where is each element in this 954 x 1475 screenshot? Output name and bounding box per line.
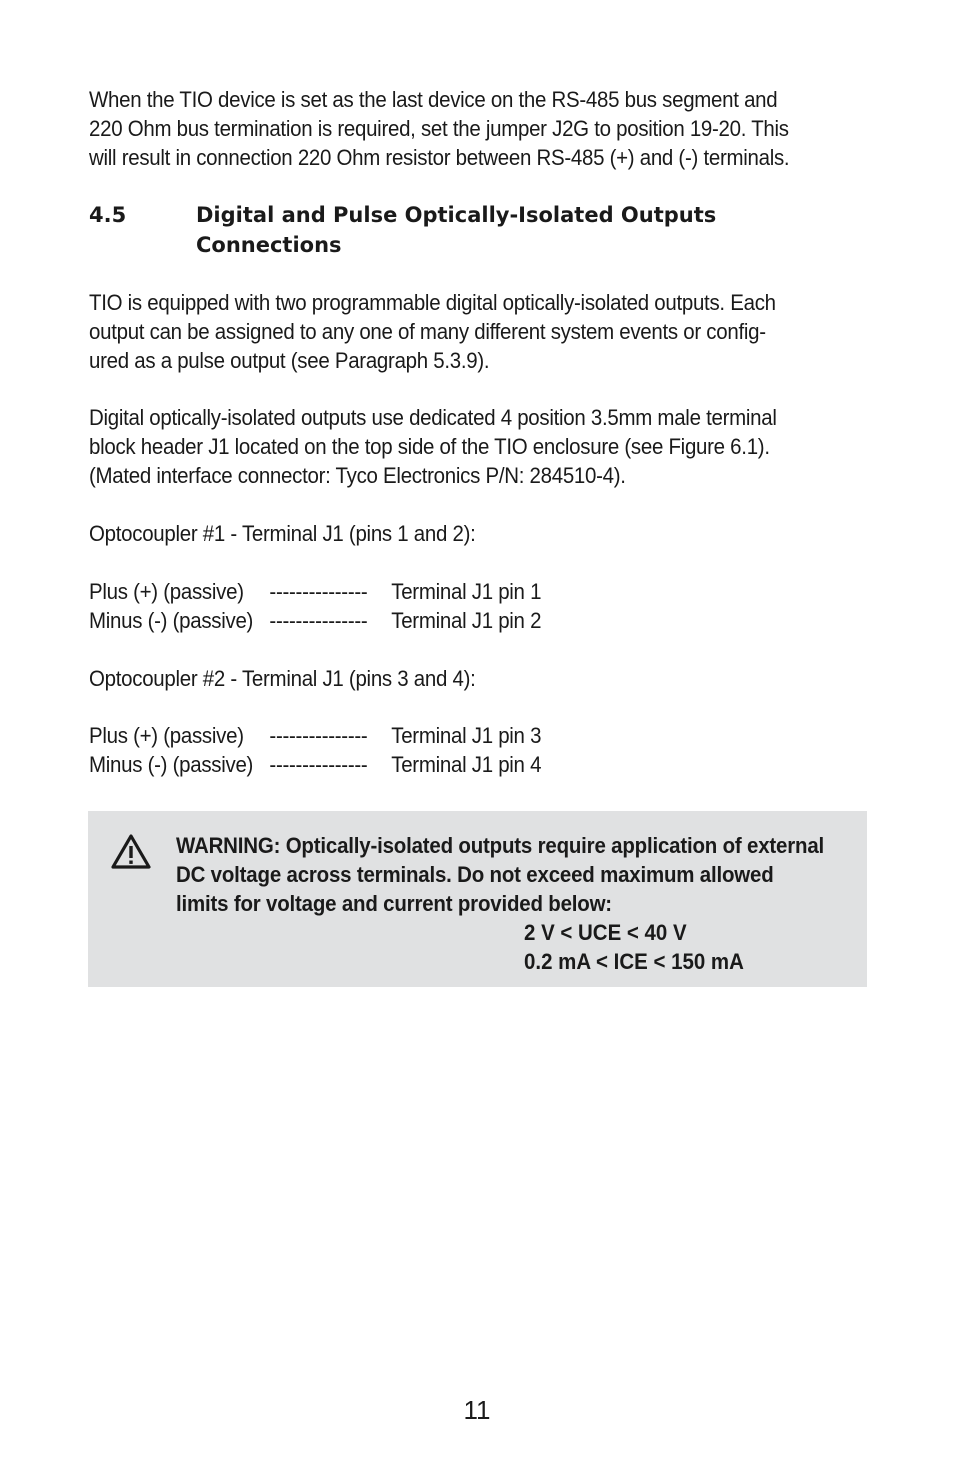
intro-line: When the TIO device is set as the last device on the RS-485 bus segment and — [89, 87, 778, 112]
intro-line: will result in connection 220 Ohm resistor between RS-485 (+) and (-) terminals. — [89, 145, 790, 170]
pin-dash: --------------- — [269, 723, 368, 748]
optocoupler-1-pins — [89, 577, 789, 635]
optocoupler-2-heading-text: Optocoupler #2 - Terminal J1 (pins 3 and 4): — [89, 666, 476, 691]
outputs-paragraph — [89, 288, 929, 375]
pin-row — [89, 721, 740, 750]
connector-paragraph — [89, 403, 929, 490]
pin-signal: Plus (+) (passive) — [89, 579, 244, 604]
pin-terminal: Terminal J1 pin 3 — [391, 723, 542, 748]
pin-row — [89, 750, 740, 779]
warning-box — [88, 811, 867, 987]
warning-text — [176, 831, 824, 918]
pin-terminal: Terminal J1 pin 2 — [391, 608, 542, 633]
pin-terminal: Terminal J1 pin 1 — [391, 579, 542, 604]
pin-dash: --------------- — [269, 608, 368, 633]
pin-row — [89, 577, 740, 606]
pin-row — [89, 606, 740, 635]
optocoupler-1-heading-text: Optocoupler #1 - Terminal J1 (pins 1 and 2): — [89, 521, 476, 546]
intro-line: 220 Ohm bus termination is required, set the jumper J2G to position 19-20. This — [89, 116, 789, 141]
warning-line: limits for voltage and current provided below: — [176, 891, 612, 916]
warning-line: WARNING: Optically-isolated outputs require application of external — [176, 833, 825, 858]
warning-triangle-icon — [110, 833, 152, 871]
section-title — [196, 200, 716, 260]
pin-signal: Minus (-) (passive) — [89, 752, 254, 777]
paragraph-line: TIO is equipped with two programmable digital optically-isolated outputs. Each — [89, 290, 776, 315]
pin-signal: Plus (+) (passive) — [89, 723, 244, 748]
pin-dash: --------------- — [269, 752, 368, 777]
pin-dash: --------------- — [269, 579, 368, 604]
intro-paragraph — [89, 85, 929, 172]
page-number: 11 — [463, 1395, 491, 1425]
section-title-line: Digital and Pulse Optically-Isolated Outputs — [196, 203, 717, 227]
warning-line: DC voltage across terminals. Do not exceed maximum allowed — [176, 862, 774, 887]
current-limit: 0.2 mA < ICE < 150 mA — [524, 949, 744, 974]
optocoupler-2-heading — [89, 664, 929, 693]
paragraph-line: Digital optically-isolated outputs use dedicated 4 position 3.5mm male terminal — [89, 405, 777, 430]
section-title-line: Connections — [196, 233, 342, 257]
paragraph-line: (Mated interface connector: Tyco Electronics P/N: 284510-4). — [89, 463, 626, 488]
paragraph-line: output can be assigned to any one of many different system events or config- — [89, 319, 766, 344]
pin-signal: Minus (-) (passive) — [89, 608, 254, 633]
paragraph-line: block header J1 located on the top side of the TIO enclosure (see Figure 6.1). — [89, 434, 770, 459]
voltage-limit: 2 V < UCE < 40 V — [524, 920, 687, 945]
section-number: 4.5 — [89, 203, 127, 227]
pin-terminal: Terminal J1 pin 4 — [391, 752, 542, 777]
paragraph-line: ured as a pulse output (see Paragraph 5.3.9). — [89, 348, 490, 373]
optocoupler-2-pins — [89, 721, 789, 779]
optocoupler-1-heading — [89, 519, 929, 548]
